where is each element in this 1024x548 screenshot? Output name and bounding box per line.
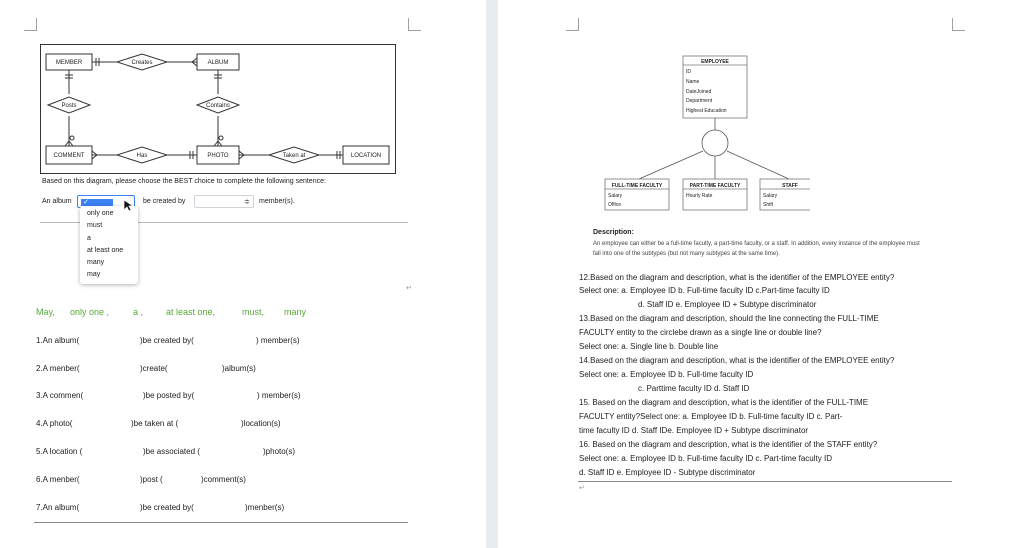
entity-title: PART-TIME FACULTY (689, 183, 741, 189)
page-corner-mark (24, 18, 37, 31)
option-must[interactable]: must (87, 222, 103, 229)
entity-label: LOCATION (350, 153, 382, 159)
question-line: Select one: a. Employee ID b. Full-time faculty ID c.Part-time faculty ID (579, 286, 830, 295)
relationship-label: Contains (206, 103, 230, 109)
description-text: fall into one of the subtypes (but not many subtypes at the same time). (593, 251, 780, 257)
instruction-text: Based on this diagram, please choose the BEST choice to complete the following sentence: (42, 178, 326, 185)
divider (34, 522, 408, 523)
entity-title: FULL-TIME FACULTY (611, 183, 663, 189)
option-a[interactable]: a (87, 235, 91, 242)
option-may[interactable]: may (87, 271, 101, 278)
exercise-part: )be associated ( (143, 447, 200, 456)
exercise-part: )be posted by( (143, 391, 195, 400)
exercise-part: )create( (140, 364, 168, 373)
option-at-least-one[interactable]: at least one (87, 247, 124, 254)
entity-label: ALBUM (207, 60, 229, 66)
question-line: 12.Based on the diagram and description, what is the identifier of the EMPLOYEE entity? (579, 273, 895, 282)
attribute: Name (686, 79, 700, 85)
attribute: Salary (608, 193, 623, 199)
exercise-part: 1.An album( (36, 336, 80, 345)
mouse-cursor-icon (124, 200, 133, 212)
attribute: ID (686, 69, 691, 75)
attribute: DateJoined (686, 89, 712, 95)
attribute: Department (686, 98, 713, 104)
question-line: 14.Based on the diagram and description, what is the identifier of the EMPLOYEE entity? (579, 356, 895, 365)
exercise-part: 5.A location ( (36, 447, 83, 456)
sentence-suffix: member(s). (259, 198, 295, 205)
relationship-label: Posts (61, 103, 77, 109)
exercise-part: )comment(s) (201, 475, 246, 484)
question-line: FACULTY entity to the circlebe drawn as a single line or double line? (579, 328, 822, 337)
question-line: 13.Based on the diagram and description, should the line connecting the FULL-TIME (579, 314, 879, 323)
question-line: time faculty ID d. Staff IDe. Employee ID + Subtype discriminator (579, 426, 809, 435)
sentence-prefix: An album (42, 198, 72, 205)
word-bank-item: May, (36, 307, 55, 317)
entity-title: STAFF (782, 183, 798, 189)
relationship-label: Creates (131, 60, 153, 66)
exercise-part: ) member(s) (256, 336, 300, 345)
entity-label: PHOTO (207, 153, 229, 159)
exercise-part: ) member(s) (257, 391, 301, 400)
exercise-part: )post ( (140, 475, 163, 484)
exercise-part: )photo(s) (263, 447, 296, 456)
relationship-label: Taken at (282, 153, 306, 159)
question-line: Select one: a. Employee ID b. Full-time faculty ID c. Part-time faculty ID (579, 454, 832, 463)
question-line: c. Parttime faculty ID d. Staff ID (638, 384, 750, 393)
option-many[interactable]: many (87, 259, 105, 266)
attribute: Hourly Rate (686, 193, 713, 199)
answer-select-2[interactable] (194, 195, 254, 208)
word-bank-item: at least one, (166, 307, 216, 317)
attribute: Office (608, 202, 621, 208)
exercise-part: )location(s) (241, 419, 281, 428)
question-line: d. Staff ID e. Employee ID + Subtype discriminator (638, 300, 817, 309)
relationship-label: Has (136, 153, 148, 159)
exercise-part: )album(s) (222, 364, 256, 373)
word-bank-item: must, (242, 307, 265, 317)
word-bank-item: only one , (70, 307, 110, 317)
entity-title: EMPLOYEE (701, 59, 729, 65)
attribute: Salary (763, 193, 778, 199)
page-corner-mark (408, 18, 421, 31)
exercise-part: )menber(s) (245, 503, 285, 512)
attribute: Shift (763, 202, 774, 208)
selected-value: ✓ (81, 199, 113, 206)
question-line: FACULTY entity?Select one: a. Employee ID b. Full-time faculty ID c. Part- (579, 412, 843, 421)
exercise-part: 2.A menber( (36, 364, 80, 373)
page-corner-mark (566, 18, 579, 31)
question-line: Select one: a. Employee ID b. Full-time faculty ID (579, 370, 754, 379)
word-bank-item: many (284, 307, 307, 317)
eer-diagram (600, 52, 810, 214)
attribute: Highest Education (686, 108, 727, 114)
question-line: 15. Based on the diagram and description, what is the identifier of the FULL-TIME (579, 398, 869, 407)
description-title: Description: (593, 229, 634, 236)
page-corner-mark (952, 18, 965, 31)
entity-label: COMMENT (53, 153, 85, 159)
exercise-part: 3.A commen( (36, 391, 84, 400)
paragraph-mark: ↵ (406, 285, 412, 292)
er-diagram (40, 44, 396, 174)
word-bank-item: a , (133, 307, 144, 317)
entity-label: MEMBER (55, 60, 83, 66)
question-line: d. Staff ID e. Employee ID - Subtype discriminator (579, 468, 756, 477)
page-gap (486, 0, 498, 548)
description-text: An employee can either be a full-time faculty, a part-time faculty, or a staff. In addition, every instance of the employee must (593, 241, 920, 247)
sentence-middle: be created by (143, 198, 186, 205)
question-line: Select one: a. Single line b. Double line (579, 342, 719, 351)
paragraph-mark: ↵ (579, 485, 585, 492)
exercise-part: 6.A menber( (36, 475, 80, 484)
exercise-part: 7.An album( (36, 503, 80, 512)
question-line: 16. Based on the diagram and description, what is the identifier of the STAFF entity? (579, 440, 878, 449)
options-dropdown[interactable] (80, 206, 138, 284)
exercise-part: )be created by( (140, 336, 194, 345)
chevron-updown-icon: ≑ (244, 199, 250, 206)
option-only-one[interactable]: only one (87, 210, 114, 217)
exercise-part: 4.A photo( (36, 419, 73, 428)
exercise-part: )be taken at ( (131, 419, 179, 428)
exercise-part: )be created by( (140, 503, 194, 512)
subtype-circle (702, 130, 728, 156)
divider (578, 481, 952, 482)
